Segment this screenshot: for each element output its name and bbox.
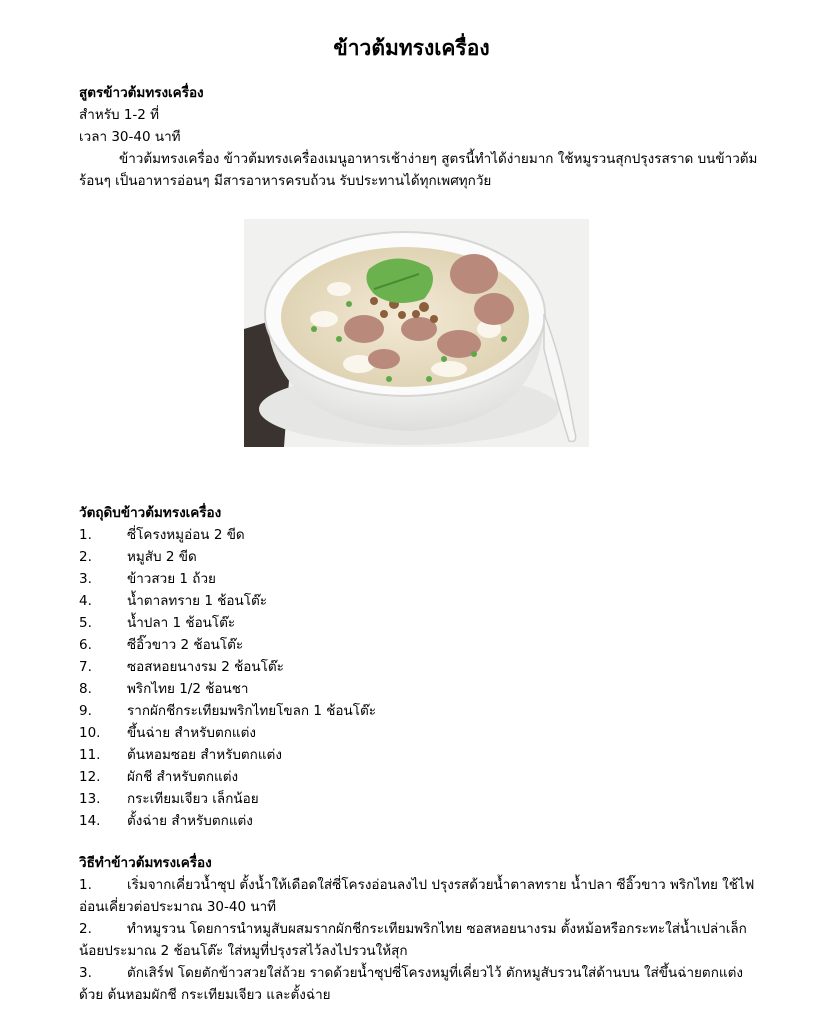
- method-step: 2. ทำหมูรวน โดยการนำหมูสับผสมรากผักชีกระเทียมพริกไทย ซอสหอยนางรม ตั้งหม้อหรือกระทะใส่น้ำเปล่าเล็กน้อยประมาณ 2 ช้อนโต๊ะ ใส่หมูที่ปรุงรสไว้ลงไปรวนให้สุก: [79, 921, 747, 959]
- time-text: เวลา 30-40 นาที: [79, 129, 181, 145]
- list-item: 4. น้ำตาลทราย 1 ช้อนโต๊ะ: [79, 593, 268, 609]
- list-item: 7. ซอสหอยนางรม 2 ช้อนโต๊ะ: [79, 659, 284, 675]
- list-item: 12. ผักชี สำหรับตกแต่ง: [79, 769, 239, 785]
- list-item: 11. ต้นหอมซอย สำหรับตกแต่ง: [79, 747, 282, 763]
- method-step: 3. ตักเสิร์ฟ โดยตักข้าวสวยใส่ถ้วย ราดด้วยน้ำซุปซี่โครงหมูที่เคี่ยวไว้ ตักหมูสับรวนใส่ด้านบน ใส่ขึ้นฉ่ายตกแต่งด้วย ต้นหอมผักชี กระเทียมเจียว และตั้งฉ่าย: [79, 965, 743, 1003]
- list-item: 14. ตั้งฉ่าย สำหรับตกแต่ง: [79, 813, 253, 829]
- list-item: 10. ขึ้นฉ่าย สำหรับตกแต่ง: [79, 725, 256, 741]
- intro-text: ข้าวต้มทรงเครื่อง ข้าวต้มทรงเครื่องเมนูอาหารเช้าง่ายๆ สูตรนี้ทำได้ง่ายมาก ใช้หมูรวนสุกปรุงรสราด บนข้าวต้มร้อนๆ เป็นอาหารอ่อนๆ มีสารอาหารครบถ้วน รับประทานได้ทุกเพศทุกวัย: [79, 151, 758, 189]
- method-step: 1. เริ่มจากเคี่ยวน้ำซุป ตั้งน้ำให้เดือดใส่ซี่โครงอ่อนลงไป ปรุงรสด้วยน้ำตาลทราย น้ำปลา ซีอิ๊วขาว พริกไทย ใช้ไฟอ่อนเคี่ยวต่อประมาณ 30-40 นาที: [79, 877, 755, 915]
- list-item: 5. น้ำปลา 1 ช้อนโต๊ะ: [79, 615, 236, 631]
- list-item: 13. กระเทียมเจียว เล็กน้อย: [79, 791, 259, 807]
- rice-porridge-photo: [244, 219, 589, 447]
- recipe-heading: สูตรข้าวต้มทรงเครื่อง: [79, 85, 204, 101]
- list-item: 9. รากผักชีกระเทียมพริกไทยโขลก 1 ช้อนโต๊ะ: [79, 703, 377, 719]
- porridge-bowl-illustration: [244, 219, 589, 447]
- list-item: 2. หมูสับ 2 ขีด: [79, 549, 197, 565]
- ingredients-heading: วัตถุดิบข้าวต้มทรงเครื่อง: [79, 505, 222, 521]
- ingredients-list: [79, 524, 376, 832]
- list-item: 3. ข้าวสวย 1 ถ้วย: [79, 571, 216, 587]
- list-item: 1. ซี่โครงหมูอ่อน 2 ขีด: [79, 527, 245, 543]
- list-item: 8. พริกไทย 1/2 ช้อนชา: [79, 681, 249, 697]
- serves-text: สำหรับ 1-2 ที่: [79, 107, 160, 123]
- method-heading: วิธีทำข้าวต้มทรงเครื่อง: [79, 855, 212, 871]
- page-title: ข้าวต้มทรงเครื่อง: [333, 36, 490, 60]
- intro-paragraph: [79, 148, 759, 192]
- list-item: 6. ซีอิ๊วขาว 2 ช้อนโต๊ะ: [79, 637, 244, 653]
